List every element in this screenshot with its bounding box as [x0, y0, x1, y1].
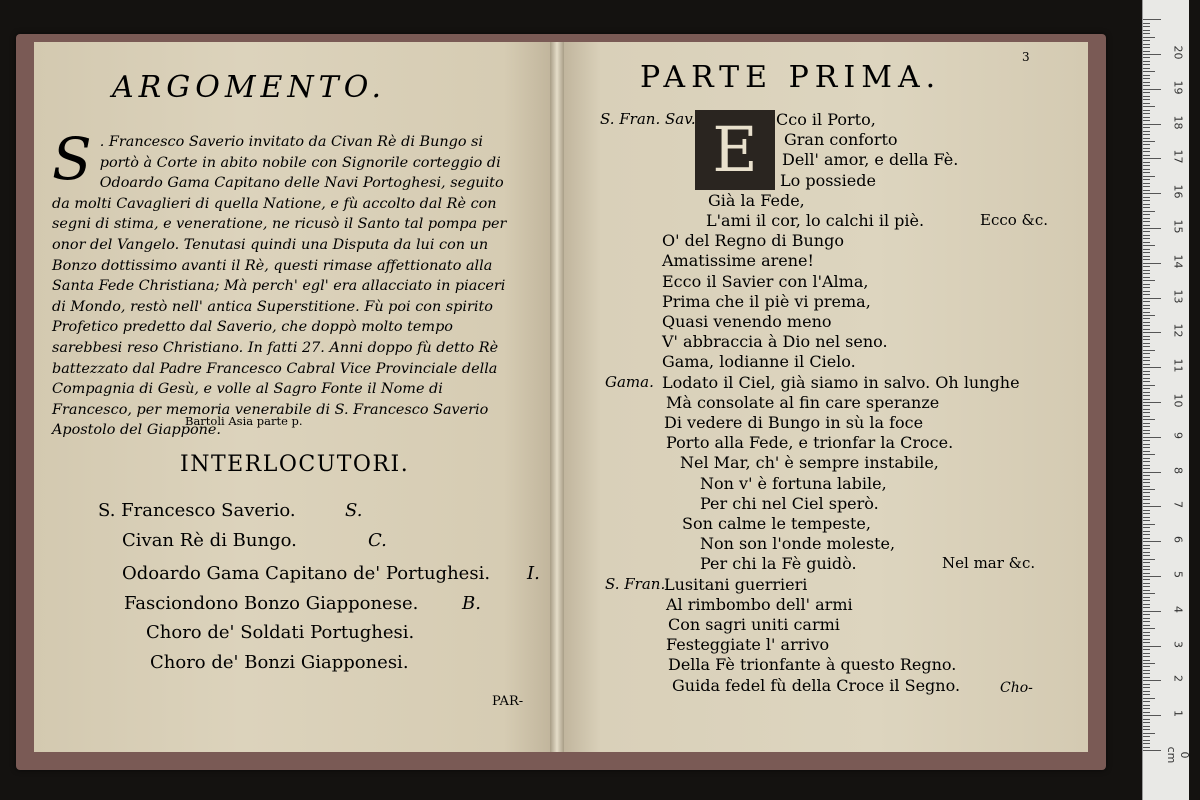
verse-line: Amatissime arene!: [662, 251, 814, 271]
ruler-tick: [1143, 468, 1150, 469]
ruler-tick: [1143, 694, 1150, 695]
ruler-tick: [1143, 412, 1150, 413]
ruler-tick: [1143, 33, 1150, 34]
ruler-tick: [1143, 270, 1150, 271]
ruler-tick: [1143, 179, 1150, 180]
verse-line: Della Fè trionfante à questo Regno.: [668, 655, 957, 675]
ruler-tick: [1143, 666, 1150, 667]
ruler-tick: [1143, 249, 1150, 250]
ruler-tick: [1143, 433, 1150, 434]
ruler-tick: [1143, 670, 1150, 671]
ruler-tick: [1143, 541, 1161, 542]
ruler-tick: [1143, 520, 1150, 521]
ruler-tick: [1143, 169, 1150, 170]
ruler-tick: [1143, 663, 1155, 664]
ruler-tick: [1143, 423, 1150, 424]
verse-line: Lo possiede: [780, 170, 876, 190]
ruler-tick: [1143, 687, 1150, 688]
ruler-tick: [1143, 103, 1150, 104]
ruler-label: 2: [1171, 675, 1185, 683]
ruler-tick: [1143, 517, 1150, 518]
ruler-tick: [1143, 117, 1150, 118]
interlocutor-name: Civan Rè di Bungo.: [122, 530, 297, 551]
verse-line: Prima che il piè vi prema,: [662, 291, 871, 311]
ruler-tick: [1143, 92, 1150, 93]
ruler-tick: [1143, 332, 1161, 333]
ruler-tick: [1143, 736, 1150, 737]
ruler-tick: [1143, 325, 1150, 326]
ruler-tick: [1143, 607, 1150, 608]
ruler-tick: [1143, 722, 1150, 723]
ruler-tick: [1143, 698, 1155, 699]
interlocutor-abbreviation: C.: [368, 530, 387, 551]
ruler-tick: [1143, 120, 1150, 121]
ruler-tick: [1143, 600, 1150, 601]
ruler-tick: [1143, 284, 1150, 285]
ruler-tick: [1143, 712, 1150, 713]
verse-line: Festeggiate l' arrivo: [666, 635, 830, 655]
ruler-tick: [1143, 399, 1150, 400]
verse-line: Ecco il Savier con l'Alma,: [662, 271, 869, 291]
ruler-tick: [1143, 364, 1150, 365]
ruler-tick: [1143, 677, 1150, 678]
ruler-tick: [1143, 96, 1150, 97]
ruler-tick: [1143, 701, 1150, 702]
ruler-tick: [1143, 301, 1150, 302]
verse-line: Per chi la Fè guidò.: [700, 554, 857, 574]
ruler-tick: [1143, 740, 1150, 741]
ruler-tick: [1143, 357, 1150, 358]
ruler-tick: [1143, 144, 1150, 145]
verse-line: Lodato il Ciel, già siamo in salvo. Oh lunghe: [662, 372, 1020, 392]
ruler-tick: [1143, 148, 1150, 149]
ruler-tick: [1143, 99, 1150, 100]
ruler-tick: [1143, 110, 1150, 111]
verse-line: L'ami il cor, lo calchi il piè.: [706, 211, 925, 230]
argument-title: ARGOMENTO.: [112, 70, 387, 105]
ruler-tick: [1143, 228, 1161, 229]
ruler-label: 10: [1171, 393, 1185, 408]
ruler-tick: [1143, 625, 1150, 626]
ruler-tick: [1143, 23, 1150, 24]
ruler-tick: [1143, 430, 1150, 431]
verse-line: Lusitani guerrieri: [664, 574, 808, 594]
ruler-tick: [1143, 40, 1150, 41]
speaker-label: S. Fran. Sav.: [600, 110, 696, 128]
ruler-tick: [1143, 277, 1150, 278]
ruler-tick: [1143, 273, 1150, 274]
verse-line: Guida fedel fù della Croce il Segno.: [672, 675, 961, 695]
ruler-tick: [1143, 127, 1150, 128]
ruler-tick: [1143, 138, 1150, 139]
refrain-cue: Ecco &c.: [980, 211, 1049, 229]
ruler-tick: [1143, 646, 1161, 647]
interlocutor-name: Choro de' Soldati Portughesi.: [146, 622, 415, 643]
ruler-tick: [1143, 426, 1150, 427]
ruler-label: 14: [1171, 254, 1185, 269]
ruler-tick: [1143, 656, 1150, 657]
ruler-tick: [1143, 458, 1150, 459]
drop-cap: S: [52, 125, 92, 193]
ruler-tick: [1143, 298, 1161, 299]
argument-body: . Francesco Saverio invitato da Civan Rè di Bungo si portò à Corte in abito nobile con Signorile corteggio di Odoardo Gama Capitano delle Navi Portoghesi, seguito da molti Cavaglieri di quella Natione, e fù accolto dal Rè con segni di stima, e veneratione, ne ricusò il Santo tal pompa per onor del Vangelo. Tenutasi quindi una Disputa da lui con un Bonzo dottissimo avanti il Rè, questi rimase affettionato alla Santa Fede Christiana; Mà perch' egl' era allacciato in piaceri di Mondo, restò nell' antica Superstitione. Fù poi con spirito Profetico predetto dal Saverio, che doppò molto tempo sarebbesi reso Christiano. In fatti 27. Anni doppo fù detto Rè battezzato dal Padre Francesco Cabral Vice Provinciale della Compagnia di Gesù, e volle al Sagro Fonte il Nome di Francesco, per memoria venerabile di S. Francesco Saverio Apostolo del Giappone.: [52, 134, 507, 439]
ruler-tick: [1143, 562, 1150, 563]
ruler-tick: [1143, 353, 1150, 354]
ruler-tick: [1143, 472, 1161, 473]
ruler-tick: [1143, 346, 1150, 347]
ruler-tick: [1143, 158, 1161, 159]
ruler-tick: [1143, 405, 1150, 406]
ruler-tick: [1143, 186, 1150, 187]
ruler-tick: [1143, 287, 1150, 288]
ruler-tick: [1143, 305, 1150, 306]
ruler-tick: [1143, 51, 1150, 52]
ruler-tick: [1143, 315, 1155, 316]
ruler-tick: [1143, 743, 1150, 744]
ruler-tick: [1143, 190, 1150, 191]
verse-line: Già la Fede,: [708, 190, 805, 210]
ruler-label: 4: [1171, 605, 1185, 613]
ruler-tick: [1143, 131, 1150, 132]
ruler-tick: [1143, 141, 1155, 142]
ruler-tick: [1143, 47, 1150, 48]
verse-line: Al rimbombo dell' armi: [666, 594, 853, 614]
ruler-label: 9: [1171, 431, 1185, 439]
ruler-tick: [1143, 392, 1150, 393]
ruler-tick: [1143, 61, 1150, 62]
ruler-tick: [1143, 75, 1150, 76]
ruler-tick: [1143, 437, 1161, 438]
ruler-label: 6: [1171, 536, 1185, 544]
measuring-ruler: [1142, 0, 1189, 800]
ruler-tick: [1143, 381, 1150, 382]
ruler-label: 19: [1171, 80, 1185, 95]
ruler-tick: [1143, 85, 1150, 86]
ruler-tick: [1143, 371, 1150, 372]
ruler-label: 8: [1171, 466, 1185, 474]
ruler-tick: [1143, 503, 1150, 504]
ruler-tick: [1143, 635, 1150, 636]
ruler-tick: [1143, 44, 1150, 45]
interlocutor-name: S. Francesco Saverio.: [98, 500, 296, 521]
verse-line: Son calme le tempeste,: [682, 514, 871, 533]
verse-line: Nel Mar, ch' è sempre instabile,: [680, 453, 939, 473]
ruler-tick: [1143, 632, 1150, 633]
ruler-tick: [1143, 719, 1150, 720]
ruler-tick: [1143, 30, 1150, 31]
ruler-label: 13: [1171, 289, 1185, 304]
ruler-tick: [1143, 193, 1161, 194]
ruler-tick: [1143, 197, 1150, 198]
source-citation: Bartoli Asia parte p.: [185, 414, 303, 428]
ruler-label: 15: [1171, 219, 1185, 234]
ruler-tick: [1143, 475, 1150, 476]
ruler-label: 5: [1171, 571, 1185, 578]
ruler-tick: [1143, 597, 1150, 598]
ruler-tick: [1143, 465, 1150, 466]
ruler-tick: [1143, 172, 1150, 173]
ruler-tick: [1143, 395, 1150, 396]
ruler-tick: [1143, 231, 1150, 232]
ruler-tick: [1143, 579, 1150, 580]
ruler-tick: [1143, 454, 1155, 455]
ruler-tick: [1143, 238, 1150, 239]
ruler-tick: [1143, 531, 1150, 532]
ruler-tick: [1143, 68, 1150, 69]
ruler-label: 0 cm: [1165, 746, 1191, 764]
ruler-tick: [1143, 71, 1155, 72]
refrain-cue: Nel mar &c.: [942, 554, 1036, 573]
ruler-tick: [1143, 378, 1150, 379]
ruler-tick: [1143, 604, 1150, 605]
ruler-tick: [1143, 336, 1150, 337]
ruler-tick: [1143, 489, 1155, 490]
ruler-tick: [1143, 639, 1150, 640]
interlocutor-abbreviation: I.: [527, 563, 540, 584]
ruler-tick: [1143, 510, 1150, 511]
ruler-tick: [1143, 207, 1150, 208]
ruler-tick: [1143, 444, 1150, 445]
ruler-tick: [1143, 559, 1155, 560]
ruler-tick: [1143, 527, 1150, 528]
ruler-tick: [1143, 329, 1150, 330]
ruler-tick: [1143, 747, 1150, 748]
verse-line: Di vedere di Bungo in sù la foce: [664, 413, 924, 432]
ruler-tick: [1143, 555, 1150, 556]
ruler-tick: [1143, 294, 1150, 295]
ruler-tick: [1143, 308, 1150, 309]
ruler-label: 7: [1171, 501, 1185, 509]
ruler-tick: [1143, 82, 1150, 83]
verse-line: Gama, lodianne il Cielo.: [662, 352, 856, 372]
catchword-right: Cho-: [1000, 680, 1033, 696]
ruler-tick: [1143, 200, 1150, 201]
ruler-tick: [1143, 291, 1150, 292]
ruler-tick: [1143, 705, 1150, 706]
ruler-tick: [1143, 680, 1161, 681]
ruler-tick: [1143, 221, 1150, 222]
ruler-label: 11: [1171, 358, 1185, 373]
ruler-tick: [1143, 660, 1150, 661]
verse-line: Mà consolate al fin care speranze: [666, 392, 940, 412]
ruler-tick: [1143, 113, 1150, 114]
ruler-tick: [1143, 576, 1161, 577]
ruler-tick: [1143, 621, 1150, 622]
ruler-tick: [1143, 57, 1150, 58]
verse-line: Quasi venendo meno: [662, 312, 832, 331]
ruler-tick: [1143, 524, 1155, 525]
ruler-tick: [1143, 733, 1155, 734]
ruler-tick: [1143, 513, 1150, 514]
ruler-label: 12: [1171, 323, 1185, 338]
ruler-tick: [1143, 106, 1155, 107]
ruler-tick: [1143, 165, 1150, 166]
ruler-tick: [1143, 416, 1150, 417]
ruler-tick: [1143, 214, 1150, 215]
ruler-tick: [1143, 350, 1155, 351]
ruler-tick: [1143, 614, 1150, 615]
ruler-tick: [1143, 218, 1150, 219]
ruler-tick: [1143, 691, 1150, 692]
ruler-tick: [1143, 252, 1150, 253]
ruler-tick: [1143, 124, 1161, 125]
ruler-tick: [1143, 64, 1150, 65]
ruler-tick: [1143, 402, 1161, 403]
ruler-tick: [1143, 176, 1155, 177]
ruler-tick: [1143, 552, 1150, 553]
verse-line: Non son l'onde moleste,: [700, 534, 896, 554]
ruler-tick: [1143, 343, 1150, 344]
ruler-tick: [1143, 385, 1155, 386]
ruler-tick: [1143, 534, 1150, 535]
argument-text: [52, 125, 514, 441]
ruler-tick: [1143, 322, 1150, 323]
ruler-tick: [1143, 492, 1150, 493]
part-title: PARTE PRIMA.: [640, 60, 942, 95]
verse-line: Porto alla Fede, e trionfar la Croce.: [666, 433, 954, 453]
ruler-label: 3: [1171, 640, 1185, 648]
ruler-tick: [1143, 54, 1161, 55]
ruler-tick: [1143, 496, 1150, 497]
ruler-tick: [1143, 162, 1150, 163]
ruler-tick: [1143, 726, 1150, 727]
ruler-tick: [1143, 37, 1155, 38]
verse-line: O' del Regno di Bungo: [662, 231, 844, 251]
ruler-tick: [1143, 242, 1150, 243]
ruler-tick: [1143, 235, 1150, 236]
verse-line: V' abbraccia à Dio nel seno.: [662, 332, 888, 352]
interlocutor-abbreviation: B.: [462, 593, 481, 614]
ruler-tick: [1143, 684, 1150, 685]
interlocutor-name: Fasciondono Bonzo Giapponese.: [124, 593, 419, 614]
ruler-tick: [1143, 750, 1161, 751]
ruler-tick: [1143, 545, 1150, 546]
ruler-tick: [1143, 155, 1150, 156]
ruler-tick: [1143, 339, 1150, 340]
ruler-tick: [1143, 440, 1150, 441]
ruler-tick: [1143, 374, 1150, 375]
ruler-tick: [1143, 708, 1150, 709]
ruler-tick: [1143, 388, 1150, 389]
ruler-tick: [1143, 569, 1150, 570]
ruler-tick: [1143, 593, 1155, 594]
interlocutor-abbreviation: S.: [345, 500, 363, 521]
ruler-tick: [1143, 451, 1150, 452]
ruler-label: 16: [1171, 184, 1185, 199]
ruler-tick: [1143, 538, 1150, 539]
ruler-tick: [1143, 183, 1150, 184]
ruler-tick: [1143, 409, 1150, 410]
ruler-tick: [1143, 649, 1150, 650]
ruler-tick: [1143, 263, 1161, 264]
ruler-tick: [1143, 482, 1150, 483]
ruler-label: 20: [1171, 45, 1185, 60]
ruler-tick: [1143, 26, 1150, 27]
ruler-tick: [1143, 642, 1150, 643]
ruler-tick: [1143, 583, 1150, 584]
ruler-label: 18: [1171, 115, 1185, 130]
ruler-tick: [1143, 312, 1150, 313]
ruler-tick: [1143, 715, 1161, 716]
ruler-tick: [1143, 259, 1150, 260]
ruler-tick: [1143, 211, 1155, 212]
ruler-tick: [1143, 506, 1161, 507]
ruler-tick: [1143, 499, 1150, 500]
ruler-tick: [1143, 256, 1150, 257]
ruler-tick: [1143, 204, 1150, 205]
ruler-tick: [1143, 611, 1161, 612]
verse-line: Gran conforto: [784, 130, 898, 150]
verse-line: Dell' amor, e della Fè.: [782, 150, 959, 170]
verse-line: Cco il Porto,: [776, 110, 876, 129]
book-gutter: [550, 42, 564, 752]
ruler-tick: [1143, 266, 1150, 267]
catchword-left: PAR-: [492, 694, 524, 709]
ruler-tick: [1143, 318, 1150, 319]
ruler-tick: [1143, 628, 1155, 629]
verse-line: Con sagri uniti carmi: [668, 615, 840, 634]
ruler-tick: [1143, 134, 1150, 135]
speaker-label: Gama.: [605, 372, 654, 391]
ruler-tick: [1143, 225, 1150, 226]
ruler-tick: [1143, 360, 1150, 361]
ruler-tick: [1143, 78, 1150, 79]
ruler-tick: [1143, 367, 1161, 368]
ruler-tick: [1143, 461, 1150, 462]
ruler-tick: [1143, 447, 1150, 448]
decorated-initial: E: [695, 110, 775, 190]
ruler-tick: [1143, 151, 1150, 152]
ruler-tick: [1143, 548, 1150, 549]
ruler-tick: [1143, 586, 1150, 587]
ruler-tick: [1143, 280, 1155, 281]
ruler-tick: [1143, 479, 1150, 480]
ruler-tick: [1143, 653, 1150, 654]
ruler-tick: [1143, 19, 1161, 20]
ruler-tick: [1143, 590, 1150, 591]
ruler-tick: [1143, 566, 1150, 567]
page-number: 3: [1022, 50, 1030, 64]
ruler-tick: [1143, 729, 1150, 730]
ruler-tick: [1143, 618, 1150, 619]
verse-line: Per chi nel Ciel sperò.: [700, 493, 879, 513]
ruler-tick: [1143, 89, 1161, 90]
ruler-tick: [1143, 419, 1155, 420]
interlocutor-name: Odoardo Gama Capitano de' Portughesi.: [122, 563, 491, 584]
ruler-tick: [1143, 486, 1150, 487]
ruler-label: 1: [1171, 710, 1185, 718]
ruler-tick: [1143, 245, 1155, 246]
ruler-tick: [1143, 673, 1150, 674]
interlocutor-name: Choro de' Bonzi Giapponesi.: [150, 652, 409, 673]
ruler-tick: [1143, 573, 1150, 574]
interlocutors-title: INTERLOCUTORI.: [180, 452, 410, 477]
verse-line: Non v' è fortuna labile,: [700, 473, 887, 493]
ruler-label: 17: [1171, 149, 1185, 164]
speaker-label: S. Fran.: [605, 574, 666, 593]
